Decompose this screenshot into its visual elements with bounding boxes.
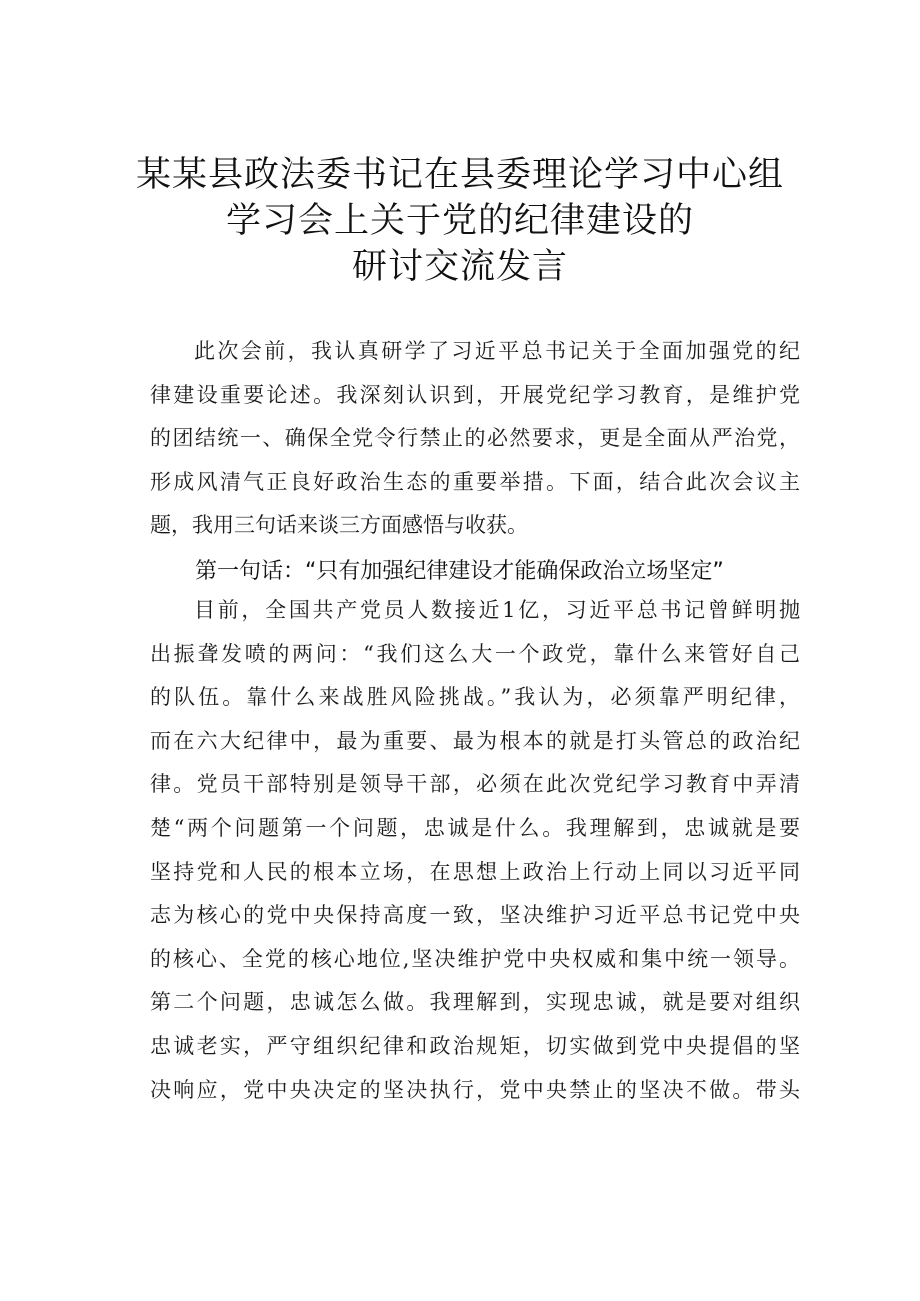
section1-line-1: 目前，全国共产党员人数接近1亿，习近平总书记曾鲜明抛 [194, 598, 800, 622]
document-title [120, 152, 800, 290]
section1-line-2: 出振聋发喷的两问：“我们这么大一个政党，靠什么来管好自己 [150, 641, 800, 666]
section1-line-5: 律。党员干部特别是领导干部，必须在此次党纪学习教育中弄清 [150, 772, 800, 797]
section1-line-12: 决响应，党中央决定的坚决执行，党中央禁止的坚决不做。带头 [150, 1077, 800, 1102]
section1-line-6: 楚“两个问题第一个问题，忠诚是什么。我理解到，忠诚就是要 [150, 815, 800, 840]
intro-line-4: 形成风清气正良好政治生态的重要举措。下面，结合此次会议主 [150, 469, 800, 494]
section1-line-4: 而在六大纪律中，最为重要、最为根本的就是打头管总的政治纪 [150, 728, 800, 753]
title-line-2: 学习会上关于党的纪律建设的 [225, 201, 694, 241]
section-heading-1: 第一句话：“只有加强纪律建设才能确保政治立场坚定” [195, 559, 724, 584]
title-line-3: 研讨交流发言 [351, 247, 568, 287]
section1-line-8: 志为核心的党中央保持高度一致，坚决维护习近平总书记党中央 [150, 903, 800, 928]
section1-line-7: 坚持党和人民的根本立场，在思想上政治上行动上同以习近平同 [150, 859, 800, 884]
intro-line-1: 此次会前，我认真研学了习近平总书记关于全面加强党的纪 [194, 339, 800, 363]
section1-line-9: 的核心、全党的核心地位,坚决维护党中央权威和集中统一领导。 [150, 946, 800, 971]
title-line-1: 某某县政法委书记在县委理论学习中心组 [135, 155, 784, 195]
intro-paragraph [150, 330, 800, 548]
section1-line-10: 第二个问题，忠诚怎么做。我理解到，实现忠诚，就是要对组织 [150, 990, 800, 1015]
intro-line-3: 的团结统一、确保全党令行禁止的必然要求，更是全面从严治党， [150, 426, 800, 451]
intro-line-2: 律建设重要论述。我深刻认识到，开展党纪学习教育，是维护党 [150, 382, 800, 407]
section1-paragraph [150, 589, 800, 1112]
intro-line-5: 题，我用三句话来谈三方面感悟与收获。 [150, 513, 528, 538]
section1-line-11: 忠诚老实，严守组织纪律和政治规矩，切实做到党中央提倡的坚 [150, 1033, 800, 1058]
section1-line-3: 的队伍。靠什么来战胜风险挑战。”我认为，必须靠严明纪律， [150, 685, 800, 710]
